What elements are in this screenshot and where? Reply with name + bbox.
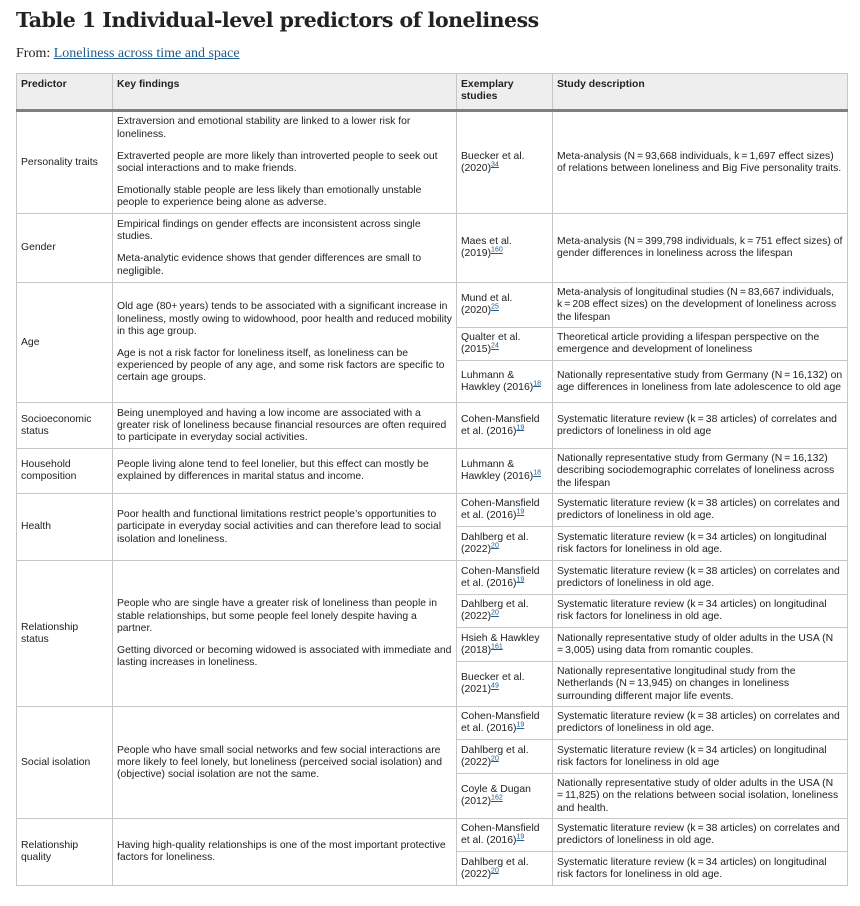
reference-superscript [516,509,524,516]
table-title: Table 1 Individual-level predictors of loneliness [16,8,539,32]
key-findings-cell [113,494,457,561]
finding-text: Empirical findings on gender effects are inconsistent across single studies. [117,219,421,243]
reference-superscript [491,304,499,311]
table-row [17,819,848,852]
predictor-cell: Personality traits [17,111,113,214]
study-citation: Cohen-Mansfield et al. (2016) [461,413,540,437]
reference-link[interactable]: 160 [491,246,503,254]
source-article-link[interactable]: Loneliness across time and space [53,46,240,61]
study-cell [457,628,553,662]
predictor-cell: Household composition [17,449,113,494]
key-findings-cell [113,449,457,494]
study-cell [457,527,553,561]
study-citation: Mund et al. (2020) [461,293,513,317]
table-row [17,403,848,449]
table-body [17,111,848,886]
study-citation: Maes et al. (2019) [461,236,512,260]
reference-superscript [491,247,503,254]
study-citation: Luhmann & Hawkley (2016) [461,459,534,483]
table-row [17,494,848,527]
study-description-cell: Meta-analysis (N = 93,668 individuals, k = 1,697 effect sizes) of relations between loneliness and Big Five personality traits. [553,111,848,214]
key-findings-cell [113,561,457,707]
study-cell [457,561,553,595]
study-citation: Cohen-Mansfield et al. (2016) [461,823,540,847]
predictor-cell: Relationship status [17,561,113,707]
predictor-cell: Social isolation [17,707,113,819]
reference-link[interactable]: 24 [491,342,499,350]
key-findings-cell [113,707,457,819]
finding-text: People who have small social networks and few social interactions are more likely to feel lonely, but loneliness (perceived social isolation) and (objective) social isolation are not the same. [117,744,442,780]
reference-superscript [533,380,541,387]
study-citation: Dahlberg et al. (2022) [461,599,529,623]
study-citation: Cohen-Mansfield et al. (2016) [461,711,540,735]
finding-text: Emotionally stable people are less likely than emotionally unstable people to experience being alone as adverse. [117,185,422,209]
study-cell [457,740,553,774]
study-cell [457,819,553,852]
table-row [17,561,848,595]
predictor-cell: Relationship quality [17,819,113,886]
reference-link[interactable]: 19 [516,721,525,729]
study-cell [457,774,553,819]
study-cell [457,283,553,328]
finding-text: Age is not a risk factor for loneliness itself, as loneliness can be experienced by people of any age, and some risk factors are specific to certain age groups. [117,347,445,384]
key-findings-cell [113,214,457,283]
key-findings-cell [113,403,457,449]
table-row [17,449,848,494]
study-description-cell: Systematic literature review (k = 34 articles) on longitudinal risk factors for loneliness in old age. [553,852,848,886]
reference-link[interactable]: 20 [491,867,499,875]
study-description-cell: Nationally representative longitudinal study from the Netherlands (N = 13,945) on changes in loneliness surrounding different major life events. [553,662,848,707]
header-key-findings: Key findings [113,74,457,111]
reference-superscript [533,470,541,477]
study-cell [457,403,553,449]
reference-superscript [516,576,524,583]
study-description-cell: Nationally representative study from Germany (N = 16,132) describing sociodemographic correlates of loneliness across the lifespan [553,449,848,494]
study-cell [457,449,553,494]
study-cell [457,595,553,628]
reference-link[interactable]: 20 [491,609,499,617]
finding-text: Getting divorced or becoming widowed is associated with immediate and lasting increases in loneliness. [117,645,452,669]
reference-superscript [516,424,524,431]
study-description-cell: Systematic literature review (k = 38 articles) on correlates and predictors of loneliness in old age. [553,494,848,527]
reference-superscript [491,542,499,549]
reference-link[interactable]: 19 [516,576,525,584]
reference-superscript [491,643,503,650]
finding-text: Being unemployed and having a low income are associated with a greater risk of loneliness because financial resources are often required to participate in everyday social activities. [117,407,447,443]
study-description-cell: Nationally representative study of older adults in the USA (N = 3,005) using data from romantic couples. [553,628,848,662]
finding-text: Extraverted people are more likely than introverted people to seek out social interactions and to make friends. [117,150,438,174]
finding-text: Poor health and functional limitations restrict people’s opportunities to participate in everyday social activities and can therefore lead to social isolation and loneliness. [117,509,442,545]
study-description-cell: Systematic literature review (k = 38 articles) on correlates and predictors of loneliness in old age. [553,707,848,740]
study-citation: Coyle & Dugan (2012) [461,784,531,808]
table-row [17,111,848,214]
study-citation: Cohen-Mansfield et al. (2016) [461,565,540,589]
header-study-description: Study description [553,74,848,111]
reference-superscript [491,867,499,874]
predictor-cell: Socioeconomic status [17,403,113,449]
reference-link[interactable]: 19 [516,424,525,432]
reference-link[interactable]: 20 [491,542,499,550]
reference-superscript [491,161,499,168]
reference-link[interactable]: 161 [491,643,503,651]
header-exemplary-studies: Exemplary studies [457,74,553,111]
study-citation: Dahlberg et al. (2022) [461,856,529,880]
key-findings-cell [113,819,457,886]
predictor-cell: Age [17,283,113,403]
study-description-cell: Nationally representative study of older adults in the USA (N = 11,825) on the relations between social isolation, loneliness and health. [553,774,848,819]
reference-link[interactable]: 34 [491,161,499,169]
study-citation: Buecker et al. (2021) [461,672,525,696]
study-citation: Qualter et al. (2015) [461,332,521,356]
finding-text: Old age (80+ years) tends to be associated with a significant increase in loneliness, mostly owing to widowhood, poor health and reduced mobility in this age group. [117,301,453,337]
reference-superscript [516,722,524,729]
reference-link[interactable]: 19 [516,833,525,841]
reference-link[interactable]: 20 [491,755,499,763]
study-citation: Cohen-Mansfield et al. (2016) [461,498,540,522]
study-description-cell: Systematic literature review (k = 34 articles) on longitudinal risk factors for loneliness in old age. [553,527,848,561]
study-cell [457,494,553,527]
reference-superscript [491,683,499,690]
study-description-cell: Systematic literature review (k = 38 articles) on correlates and predictors of loneliness in old age. [553,819,848,852]
header-row [17,74,848,111]
finding-text: Meta-analytic evidence shows that gender differences are small to negligible. [117,253,422,277]
reference-superscript [491,610,499,617]
predictors-table [16,73,848,886]
study-description-cell: Theoretical article providing a lifespan perspective on the emergence and development of loneliness [553,328,848,361]
study-cell [457,852,553,886]
study-description-cell: Systematic literature review (k = 34 articles) on longitudinal risk factors for loneliness in old age. [553,595,848,628]
table-row [17,707,848,740]
reference-link[interactable]: 162 [491,794,503,802]
study-cell [457,214,553,283]
study-citation: Buecker et al. (2020) [461,150,525,174]
study-description-cell: Systematic literature review (k = 38 articles) on correlates and predictors of loneliness in old age. [553,561,848,595]
study-citation: Dahlberg et al. (2022) [461,531,529,555]
predictor-cell: Gender [17,214,113,283]
predictor-cell: Health [17,494,113,561]
finding-text: Extraversion and emotional stability are linked to a lower risk for loneliness. [117,116,411,140]
reference-superscript [491,795,503,802]
study-citation: Hsieh & Hawkley (2018) [461,632,540,656]
study-description-cell: Meta-analysis (N = 399,798 individuals, k = 751 effect sizes) of gender differences in loneliness across the lifespan [553,214,848,283]
study-citation: Dahlberg et al. (2022) [461,744,529,768]
study-citation: Luhmann & Hawkley (2016) [461,369,534,393]
study-cell [457,111,553,214]
header-predictor: Predictor [17,74,113,111]
finding-text: People who are single have a greater risk of loneliness than people in stable relationships, but some people feel lonely despite having a partner. [117,598,438,634]
reference-link[interactable]: 25 [491,303,499,311]
study-description-cell: Systematic literature review (k = 38 articles) of correlates and predictors of loneliness in old age [553,403,848,449]
study-description-cell: Nationally representative study from Germany (N = 16,132) on age differences in loneliness from late adolescence to old age [553,361,848,403]
finding-text: Having high-quality relationships is one of the most important protective factors for loneliness. [117,840,446,864]
reference-link[interactable]: 19 [516,508,525,516]
study-cell [457,328,553,361]
reference-superscript [516,834,524,841]
study-cell [457,662,553,707]
key-findings-cell [113,283,457,403]
study-cell [457,361,553,403]
reference-link[interactable]: 49 [491,682,499,690]
study-description-cell: Systematic literature review (k = 34 articles) on longitudinal risk factors for loneliness in old age [553,740,848,774]
table-row [17,283,848,328]
reference-link[interactable]: 18 [533,380,541,388]
study-cell [457,707,553,740]
finding-text: People living alone tend to feel lonelier, but this effect can mostly be explained by differences in marital status and income. [117,459,429,483]
table-row [17,214,848,283]
reference-superscript [491,343,499,350]
reference-link[interactable]: 18 [533,469,541,477]
study-description-cell: Meta-analysis of longitudinal studies (N = 83,667 individuals, k = 208 effect sizes) on the development of loneliness across the lifespan [553,283,848,328]
source-prefix: From: [16,46,54,61]
reference-superscript [491,755,499,762]
key-findings-cell [113,111,457,214]
source-line [16,46,846,62]
